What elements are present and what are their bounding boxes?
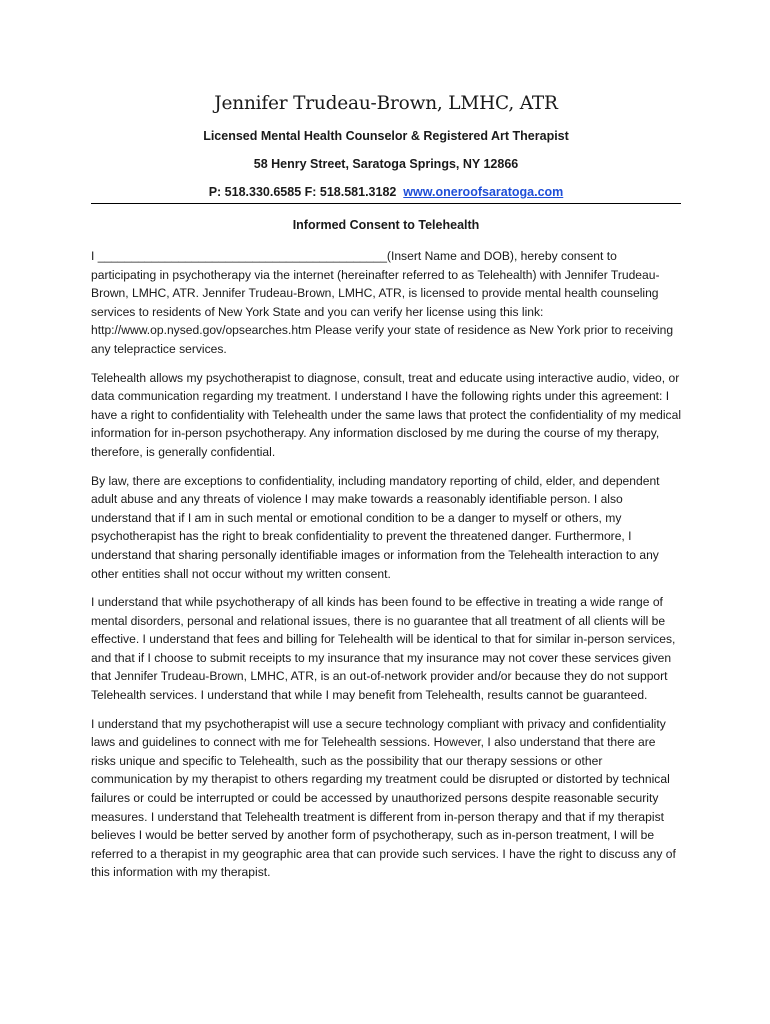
practitioner-name: Jennifer Trudeau-Brown, LMHC, ATR — [214, 93, 558, 114]
consent-paragraph-5: I understand that my psychotherapist will use a secure technology compliant with privacy and confidentiality laws and guidelines to connect with me for Telehealth sessions. However, I also understand that there are risks unique and specific to Telehealth, such as the possibility that our therapy sessions or other communication by my therapist to others regarding my treatment could be disrupted or distorted by technical failures or could be interrupted or could be accessed by unauthorized persons despite reasonable security measures. I understand that Telehealth treatment is different from in-person therapy and that if my therapist believes I would be better served by another form of psychotherapy, such as in-person treatment, I will be referred to a therapist in my geographic area that can provide such services. I have the right to discuss any of this information with my therapist. — [91, 716, 676, 880]
phone-fax: P: 518.330.6585 F: 518.581.3182 — [208, 185, 404, 199]
document-heading: Informed Consent to Telehealth — [292, 218, 480, 232]
practitioner-credentials: Licensed Mental Health Counselor & Registered Art Therapist — [203, 129, 569, 143]
consent-paragraph-2: Telehealth allows my psychotherapist to diagnose, consult, treat and educate using interactive audio, video, or data communication regarding my treatment. I understand I have the following rights under this agreement: I have a right to confidentiality with Telehealth under the same laws that protect the confidentiality of my medical information for in-person psychotherapy. Any information disclosed by me during the course of my therapy, therefore, is generally confidential. — [91, 370, 682, 459]
practice-address: 58 Henry Street, Saratoga Springs, NY 12866 — [253, 157, 519, 171]
document-page — [91, 93, 681, 892]
consent-paragraph-3: By law, there are exceptions to confidentiality, including mandatory reporting of child, elder, and dependent adult abuse and any threats of violence I may make towards a reasonably identifiable person. I also understand that if I am in such mental or emotional condition to be a danger to myself or others, my psychotherapist has the right to break confidentiality to prevent the threatened danger. Furthermore, I understand that sharing personally identifiable images or information from the Telehealth interaction to any other entities shall not occur without my written consent. — [91, 473, 660, 581]
contact-line — [91, 184, 681, 204]
consent-paragraph-1: I ___________________________________________(Insert Name and DOB), hereby consent to participating in psychotherapy via the internet (hereinafter referred to as Telehealth) with Jennifer Trudeau-Brown, LMHC, ATR. Jennifer Trudeau-Brown, LMHC, ATR, is licensed to provide mental health counseling services to residents of New York State and you can verify her license using this link: http://www.op.nysed.gov/opsearches.htm Please verify your state of residence as New York prior to receiving any telepractice services. — [91, 249, 674, 356]
consent-paragraph-4: I understand that while psychotherapy of all kinds has been found to be effective in treating a wide range of mental disorders, personal and relational issues, there is no guarantee that all treatment of all clients will be effective. I understand that fees and billing for Telehealth will be identical to that for similar in-person services, and that if I choose to submit receipts to my insurance that my insurance may not cover these services given that Jennifer Trudeau-Brown, LMHC, ATR, is an out-of-network provider and/or because they do not support Telehealth services. I understand that while I may benefit from Telehealth, results cannot be guaranteed. — [91, 595, 676, 703]
website-link[interactable]: www.oneroofsaratoga.com — [403, 185, 564, 199]
